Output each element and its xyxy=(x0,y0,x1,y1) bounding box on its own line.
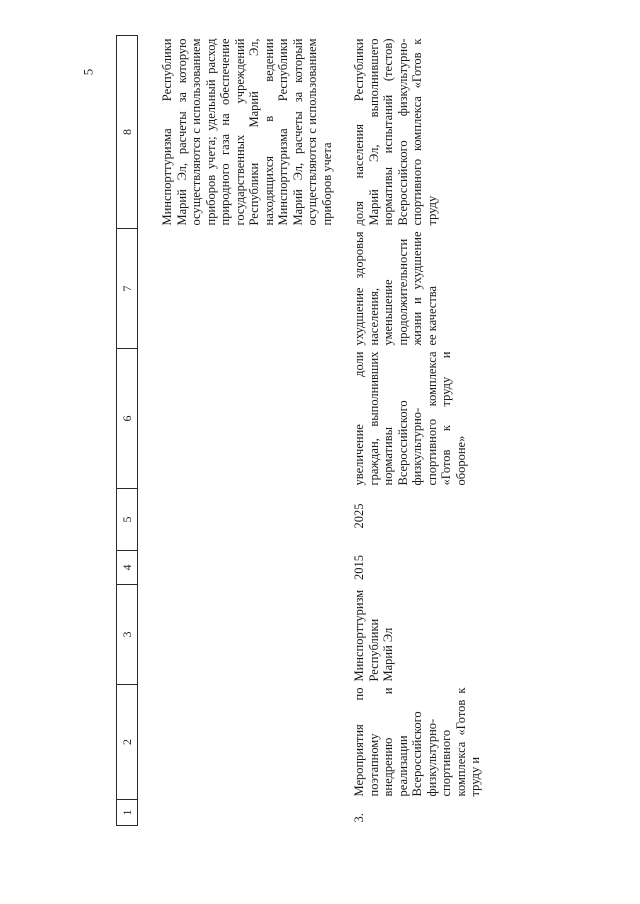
executor: Минспорттуризм Республики Марий Эл xyxy=(352,589,395,682)
header-col-4: 4 xyxy=(117,551,138,585)
header-col-3: 3 xyxy=(117,585,138,685)
continuation-row xyxy=(138,36,335,826)
header-col-8: 8 xyxy=(117,36,138,229)
expected-result: увеличение доли граждан, выполнивших нормативы Всероссийского физкультурно-спортивного комплекса «Готов к труду и обороне» xyxy=(352,351,468,486)
table-row xyxy=(352,36,483,826)
header-number-row xyxy=(117,36,138,826)
continuation-indicator-text: Минспорттуризма Республики Марий Эл, расчеты за которую осуществляются с использованием приборов учета; удельный расход природного газа на обеспечение государственных учреждений Республики Марий Эл, находящихся в ведении Минспорттуризма Республики Марий Эл, расчеты за который осуществляются с использованием приборов учета xyxy=(160,38,334,226)
consequences: ухудшение здоровья населения, уменьшение продолжительности жизни и ухудшение ее качества xyxy=(352,231,439,346)
row-number: 3. xyxy=(352,813,366,823)
measure-name: Мероприятия по поэтапному внедрению и реализации Всероссийского физкультурно-спортивного комплекса «Готов к труду и xyxy=(352,687,482,797)
end-year: 2025 xyxy=(352,503,366,529)
page-number: 5 xyxy=(80,68,96,76)
indicator-link: доля населения Республики Марий Эл, выполнившего нормативы испытаний (тестов) Всероссийского физкультурно-спортивного комплекса «Готов к труду xyxy=(352,38,439,226)
rotated-table-container xyxy=(116,36,606,826)
header-col-7: 7 xyxy=(117,229,138,349)
header-col-1: 1 xyxy=(117,800,138,826)
header-col-6: 6 xyxy=(117,349,138,489)
start-year: 2015 xyxy=(352,555,366,580)
measures-table xyxy=(116,35,483,826)
header-col-5: 5 xyxy=(117,489,138,551)
header-col-2: 2 xyxy=(117,685,138,800)
